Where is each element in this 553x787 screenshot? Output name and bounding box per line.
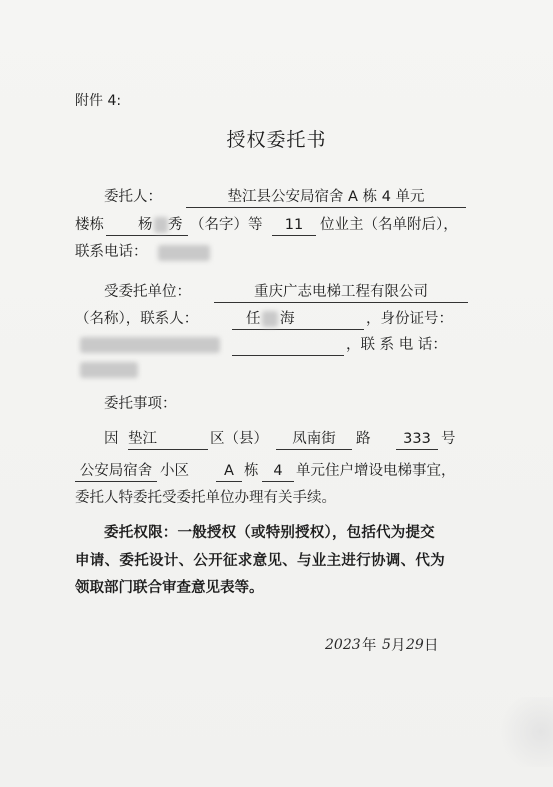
agent-id-label: ，身份证号： xyxy=(366,311,453,327)
faint-stamp-mark xyxy=(493,697,553,767)
matters-line3: 委托人特委托受委托单位办理有关手续。 xyxy=(75,490,336,506)
road-suffix: 路 xyxy=(356,431,371,447)
date-year: 2023 xyxy=(325,637,361,653)
matters-label: 委托事项： xyxy=(104,396,177,412)
principal-name-field xyxy=(106,215,188,236)
building-letter: A xyxy=(216,461,242,482)
principal-name-part1: 杨 xyxy=(138,217,153,233)
redaction-blur xyxy=(154,217,168,233)
building-label: 楼栋 xyxy=(75,217,104,233)
authority-line1: 委托权限：一般授权（或特别授权），包括代为提交 xyxy=(104,525,435,541)
document-title: 授权委托书 xyxy=(226,129,327,151)
building-suffix: 栋 xyxy=(244,463,259,479)
annex-label: 附件 4: xyxy=(75,93,122,109)
owner-count-suffix: 位业主（名单附后）， xyxy=(320,217,458,233)
matters-prefix: 因 xyxy=(104,431,119,447)
agent-name-hint: （名称），联系人： xyxy=(75,311,199,327)
owner-count: 11 xyxy=(272,215,316,236)
unit-number: 4 xyxy=(262,461,294,482)
date-day: 29 xyxy=(406,637,424,653)
date-year-label: 年 xyxy=(362,638,377,654)
agent-label: 受委托单位： xyxy=(104,284,191,300)
id-number-underline xyxy=(232,335,344,356)
county-field xyxy=(128,429,208,450)
agent-company: 重庆广志电梯工程有限公司 xyxy=(214,282,468,303)
redacted-phone xyxy=(158,245,210,261)
unit-suffix: 单元住户增设电梯事宜， xyxy=(296,463,456,479)
number-suffix: 号 xyxy=(441,431,456,447)
agent-contact-part1: 任 xyxy=(246,311,261,327)
principal-phone-label: 联系电话： xyxy=(75,244,148,260)
authority-line2: 申请、委托设计、公开征求意见、与业主进行协调、代为 xyxy=(75,553,445,569)
street-number: 333 xyxy=(396,429,438,450)
county-suffix: 区（县） xyxy=(210,431,268,447)
county-value: 垫江 xyxy=(128,431,157,447)
principal-name-part2: 秀 xyxy=(168,217,183,233)
estate-suffix: 小区 xyxy=(160,463,189,479)
name-hint: （名字）等 xyxy=(190,217,263,233)
redaction-blur xyxy=(262,311,278,327)
date-day-label: 日 xyxy=(424,638,439,654)
date-month-label: 月 xyxy=(391,638,406,654)
agent-phone-label: ，联 系 电 话： xyxy=(346,337,447,353)
street-name: 凤南街 xyxy=(276,429,352,450)
agent-contact-part2: 海 xyxy=(280,311,295,327)
authority-line3: 领取部门联合审查意见表等。 xyxy=(75,580,264,596)
principal-address: 垫江县公安局宿舍 A 栋 4 单元 xyxy=(186,187,466,208)
principal-label: 委托人： xyxy=(104,189,162,205)
redacted-id-number xyxy=(80,337,220,353)
agent-contact-field xyxy=(232,309,364,330)
redacted-agent-phone xyxy=(80,362,138,378)
estate-name: 公安局宿舍 xyxy=(75,461,157,482)
date-month: 5 xyxy=(382,637,391,653)
